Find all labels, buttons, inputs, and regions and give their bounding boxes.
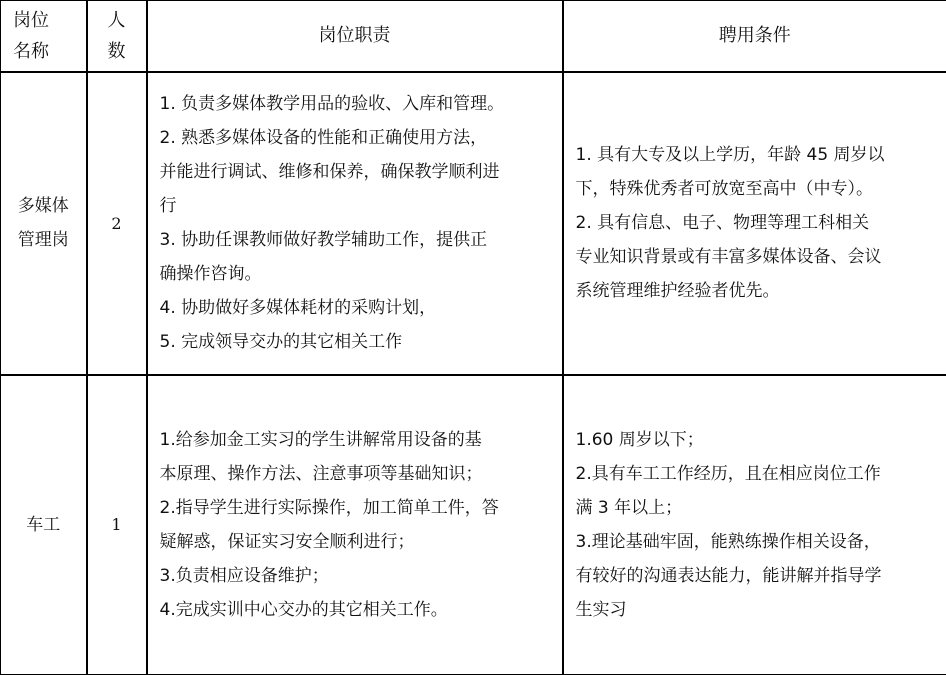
requirements-cell — [563, 375, 946, 675]
post-name-line1: 多媒体 — [18, 196, 69, 216]
duty-line: 3. 协助任课教师做好教学辅助工作，提供正 — [160, 223, 554, 257]
requirement-line: 2.具有车工工作经历，且在相应岗位工作 — [576, 457, 939, 491]
requirements-list — [564, 423, 946, 627]
duty-line: 2.指导学生进行实际操作，加工简单工件，答 — [160, 491, 554, 525]
count-cell — [87, 72, 147, 375]
header-requirements-cell — [563, 1, 946, 72]
post-count: 2 — [88, 214, 146, 233]
requirements-list — [564, 138, 946, 308]
header-post-name-line2: 名称 — [13, 41, 49, 62]
requirement-line: 有较好的沟通表达能力，能讲解并指导学 — [576, 559, 939, 593]
duty-line: 确操作咨询。 — [160, 257, 554, 291]
header-count-line2: 数 — [108, 41, 126, 62]
header-post-name-line1: 岗位 — [13, 10, 49, 31]
post-name-cell — [1, 375, 87, 675]
header-requirements-label: 聘用条件 — [564, 20, 946, 51]
requirement-line: 满 3 年以上； — [576, 491, 939, 525]
duty-line: 1.给参加金工实习的学生讲解常用设备的基 — [160, 423, 554, 457]
duties-list — [148, 87, 562, 359]
post-name-line2: 管理岗 — [18, 230, 69, 250]
requirement-line: 1. 具有大专及以上学历，年龄 45 周岁以 — [576, 138, 939, 172]
duty-line: 并能进行调试、维修和保养，确保教学顺利进 — [160, 155, 554, 189]
requirement-line: 下，特殊优秀者可放宽至高中（中专）。 — [576, 172, 939, 206]
duty-line: 行 — [160, 189, 554, 223]
duty-line: 2. 熟悉多媒体设备的性能和正确使用方法， — [160, 121, 554, 155]
duty-line: 疑解惑，保证实习安全顺利进行； — [160, 525, 554, 559]
duty-line: 本原理、操作方法、注意事项等基础知识； — [160, 457, 554, 491]
duties-cell — [147, 375, 563, 675]
table-header-row — [1, 1, 946, 72]
post-count: 1 — [88, 515, 146, 534]
duties-cell — [147, 72, 563, 375]
duty-line: 4.完成实训中心交办的其它相关工作。 — [160, 593, 554, 627]
header-post-name-cell — [1, 1, 87, 72]
duty-line: 4. 协助做好多媒体耗材的采购计划， — [160, 291, 554, 325]
requirement-line: 3.理论基础牢固，能熟练操作相关设备， — [576, 525, 939, 559]
duty-line: 1. 负责多媒体教学用品的验收、入库和管理。 — [160, 87, 554, 121]
requirement-line: 专业知识背景或有丰富多媒体设备、会议 — [576, 240, 939, 274]
requirement-line: 1.60 周岁以下； — [576, 423, 939, 457]
requirements-cell — [563, 72, 946, 375]
header-count-cell — [87, 1, 147, 72]
header-duties-cell — [147, 1, 563, 72]
post-name-line1: 车工 — [26, 515, 60, 535]
duty-line: 5. 完成领导交办的其它相关工作 — [160, 325, 554, 359]
requirement-line: 2. 具有信息、电子、物理等理工科相关 — [576, 206, 939, 240]
requirement-line: 生实习 — [576, 593, 939, 627]
count-cell — [87, 375, 147, 675]
duty-line: 3.负责相应设备维护； — [160, 559, 554, 593]
duties-list — [148, 423, 562, 627]
header-duties-label: 岗位职责 — [148, 20, 562, 51]
requirement-line: 系统管理维护经验者优先。 — [576, 274, 939, 308]
table-row — [1, 72, 946, 375]
table-row — [1, 375, 946, 675]
post-name-cell — [1, 72, 87, 375]
header-count-line1: 人 — [108, 10, 126, 31]
